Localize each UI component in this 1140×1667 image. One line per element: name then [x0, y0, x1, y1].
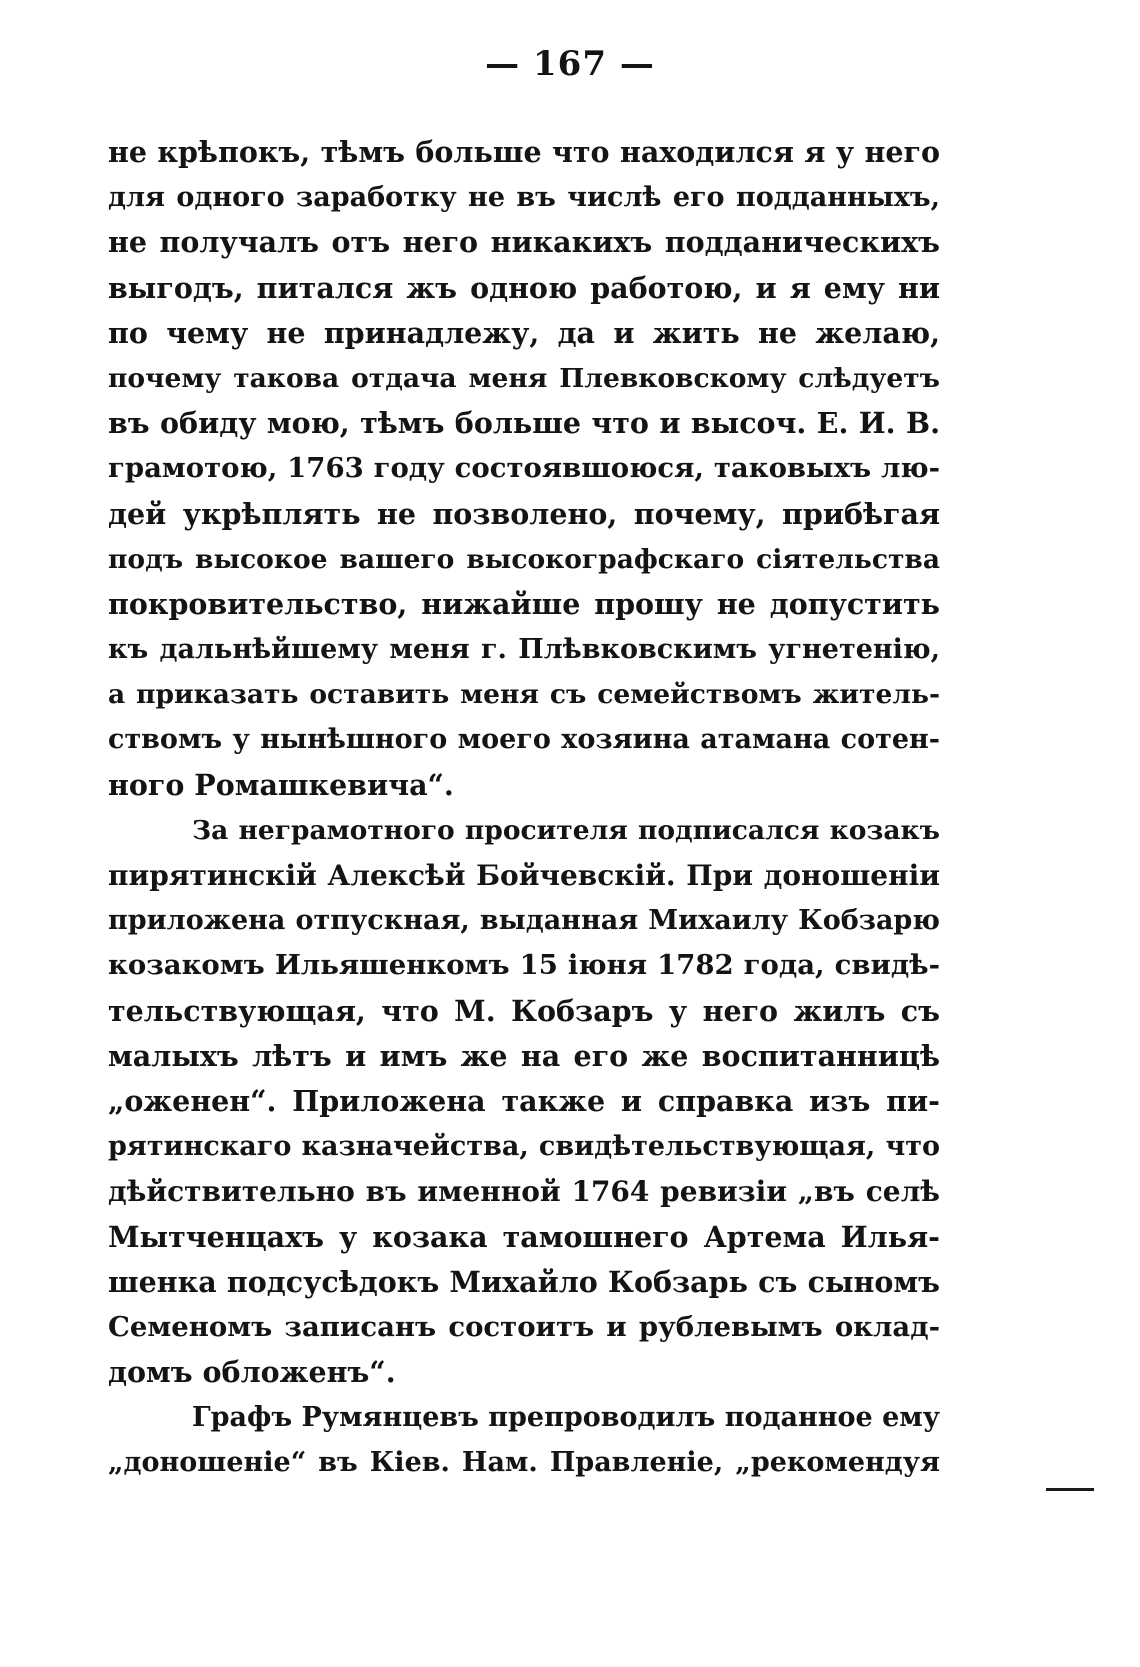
text-line: почему такова отдача меня Плевковскому слѣдуетъ [108, 362, 940, 394]
text-line: въ обиду мою, тѣмъ больше что и высоч. Е. И. В. [108, 406, 940, 441]
text-line: рятинскаго казначейства, свидѣтельствующая, что [108, 1131, 940, 1163]
margin-mark [1046, 1488, 1094, 1491]
text-line: ствомъ у нынѣшного моего хозяина атамана сотен- [108, 724, 940, 756]
text-line: пирятинскій Алексѣй Бойчевскій. При доношеніи [108, 859, 940, 892]
text-line: дей укрѣплять не позволено, почему, прибѣгая [108, 496, 940, 531]
text-line: по чему не принадлежу, да и жить не желаю, [108, 315, 940, 350]
text-line: для одного заработку не въ числѣ его подданныхъ, [108, 182, 940, 214]
text-line: подъ высокое вашего высокографскаго сіятельства [108, 543, 940, 575]
text-line: приложена отпускная, выданная Михаилу Кобзарю [108, 905, 940, 937]
text-line: ного Ромашкевича“. [108, 767, 454, 802]
text-line: „доношеніе“ въ Кіев. Нам. Правленіе, „рекомендуя [108, 1447, 940, 1479]
text-line: шенка подсусѣдокъ Михайло Кобзарь съ сыномъ [108, 1264, 940, 1299]
text-line: За неграмотного просителя подписался козакъ [192, 814, 940, 846]
text-line: Графъ Румянцевъ препроводилъ поданное ему [192, 1402, 940, 1434]
page-number: — 167 — [485, 44, 655, 84]
text-line: малыхъ лѣтъ и имъ же на его же воспитанницѣ [108, 1038, 940, 1073]
text-line: къ дальнѣйшему меня г. Плѣвковскимъ угнетенію, [108, 634, 940, 666]
text-line: не крѣпокъ, тѣмъ больше что находился я у него [108, 135, 940, 169]
body-text [108, 130, 940, 1486]
text-line: Семеномъ записанъ состоитъ и рублевымъ оклад- [108, 1310, 940, 1343]
text-line: выгодъ, питался жъ одною работою, и я ему ни [108, 270, 940, 305]
text-line: козакомъ Ильяшенкомъ 15 іюня 1782 года, свидѣ- [108, 949, 940, 982]
text-line: а приказать оставить меня съ семействомъ житель- [108, 679, 940, 711]
text-line: грамотою, 1763 году состоявшоюся, таковыхъ лю- [108, 452, 940, 485]
text-line: дѣйствительно въ именной 1764 ревизіи „въ селѣ [108, 1175, 940, 1209]
text-line: тельствующая, что М. Кобзаръ у него жилъ съ [108, 993, 940, 1028]
text-line: не получалъ отъ него никакихъ подданическихъ [108, 225, 940, 260]
text-line: домъ обложенъ“. [108, 1355, 396, 1390]
text-line: покровительство, нижайше прошу не допустить [108, 586, 940, 621]
text-line: „оженен“. Приложена также и справка изъ пи- [108, 1083, 940, 1118]
text-line: Мытченцахъ у козака тамошнего Артема Илья- [108, 1219, 940, 1254]
